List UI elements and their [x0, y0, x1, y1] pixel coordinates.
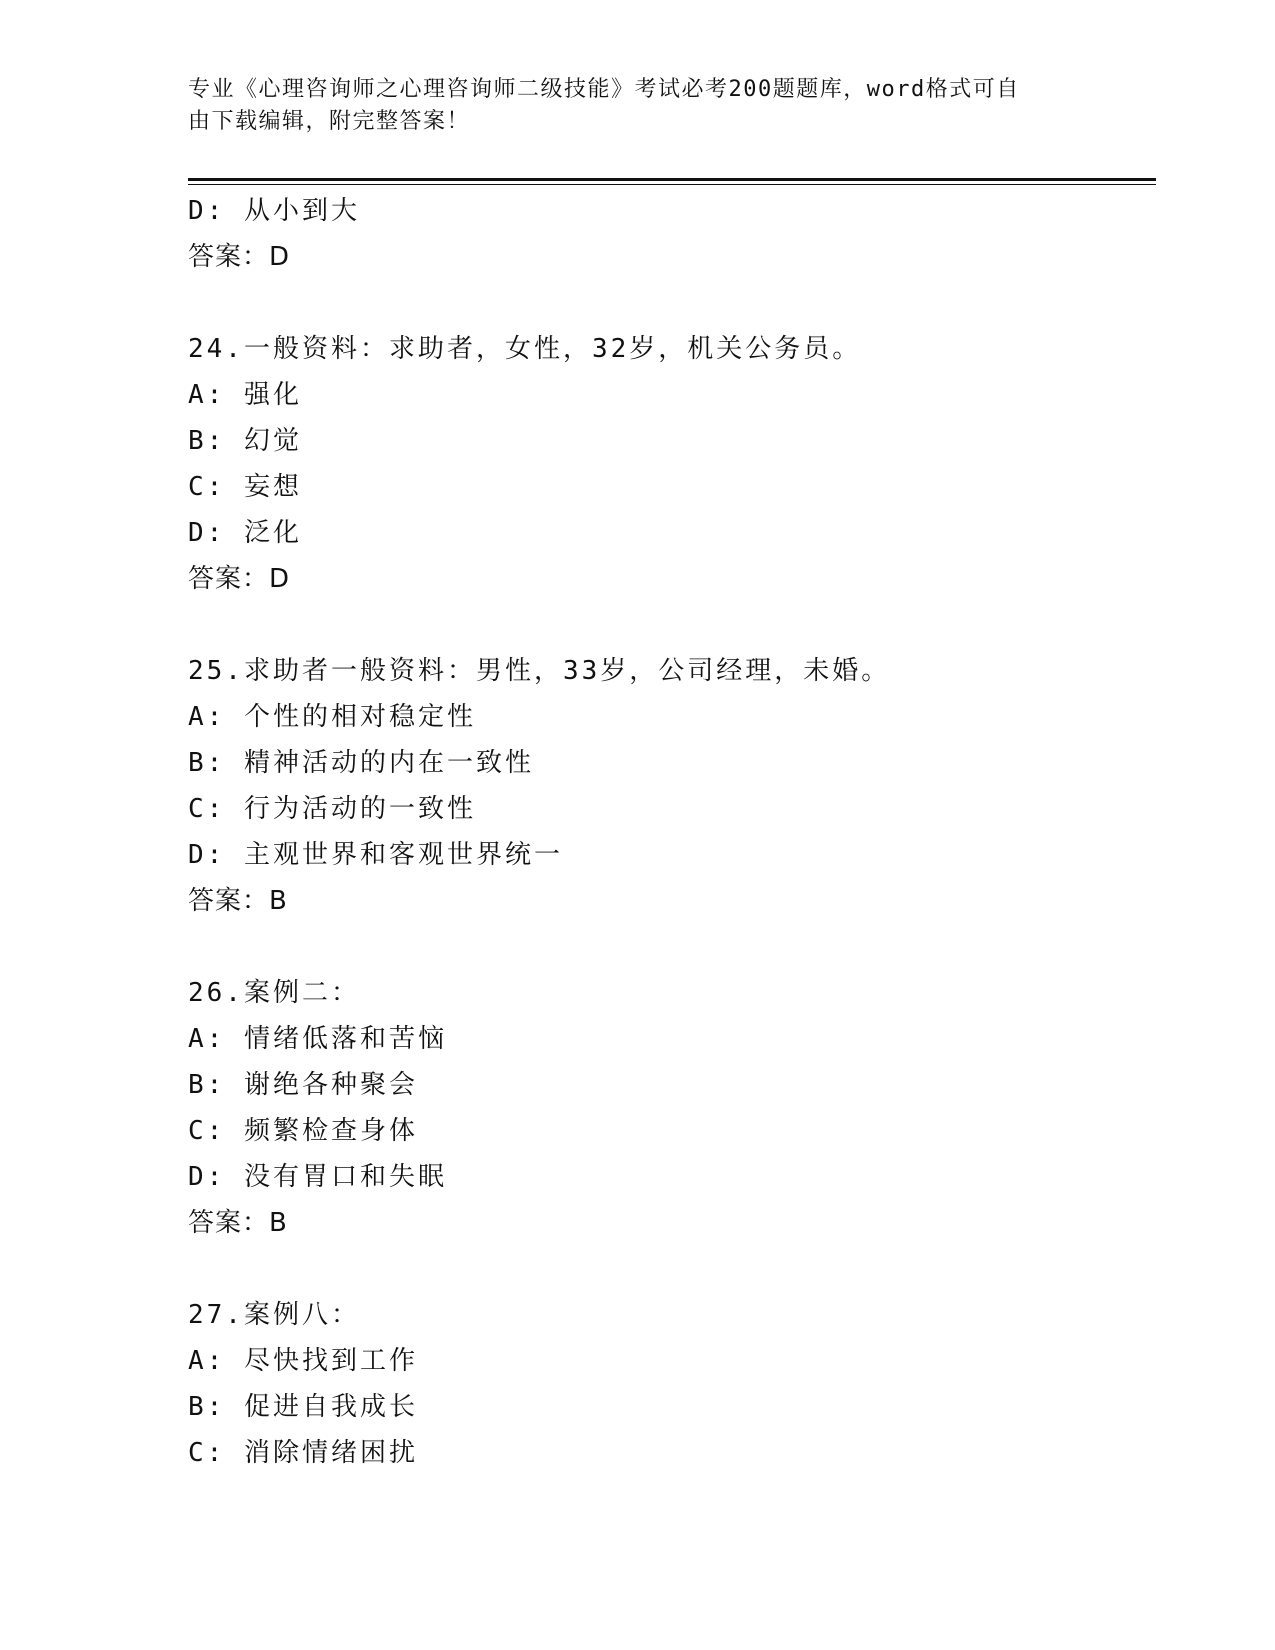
question-stem: 27.案例八： [188, 1300, 360, 1330]
question-25 [188, 648, 1156, 924]
spacer [188, 1246, 1156, 1292]
question-23-tail [188, 188, 1156, 280]
answer-line: 答案：B [188, 1208, 288, 1238]
option-a: A: 强化 [188, 380, 302, 410]
header-divider-thin [188, 184, 1156, 185]
header-line-2: 由下载编辑，附完整答案！ [188, 109, 471, 134]
option-a: A: 情绪低落和苦恼 [188, 1024, 447, 1054]
option-b: B: 精神活动的内在一致性 [188, 748, 534, 778]
option-c: C: 妄想 [188, 472, 302, 502]
option-b: B: 谢绝各种聚会 [188, 1070, 418, 1100]
question-24 [188, 326, 1156, 602]
question-26 [188, 970, 1156, 1246]
spacer [188, 602, 1156, 648]
answer-line: 答案：D [188, 242, 291, 272]
question-stem: 26.案例二： [188, 978, 360, 1008]
question-stem: 24.一般资料：求助者，女性，32岁，机关公务员。 [188, 334, 862, 364]
option-c: C: 行为活动的一致性 [188, 794, 476, 824]
question-27 [188, 1292, 1156, 1476]
option-d: D: 从小到大 [188, 196, 360, 226]
answer-line: 答案：B [188, 886, 288, 916]
option-d: D: 没有胃口和失眠 [188, 1162, 447, 1192]
option-b: B: 幻觉 [188, 426, 302, 456]
spacer [188, 280, 1156, 326]
question-stem: 25.求助者一般资料：男性，33岁，公司经理，未婚。 [188, 656, 891, 686]
spacer [188, 924, 1156, 970]
answer-line: 答案：D [188, 564, 291, 594]
option-d: D: 泛化 [188, 518, 302, 548]
option-a: A: 个性的相对稳定性 [188, 702, 476, 732]
option-a: A: 尽快找到工作 [188, 1346, 418, 1376]
option-b: B: 促进自我成长 [188, 1392, 418, 1422]
option-d: D: 主观世界和客观世界统一 [188, 840, 563, 870]
option-c: C: 频繁检查身体 [188, 1116, 418, 1146]
header-line-1: 专业《心理咨询师之心理咨询师二级技能》考试必考200题题库，word格式可自 [188, 77, 1020, 102]
document-header [188, 74, 1088, 138]
header-divider-thick [188, 178, 1156, 181]
document-body [188, 188, 1156, 1476]
option-c: C: 消除情绪困扰 [188, 1438, 418, 1468]
